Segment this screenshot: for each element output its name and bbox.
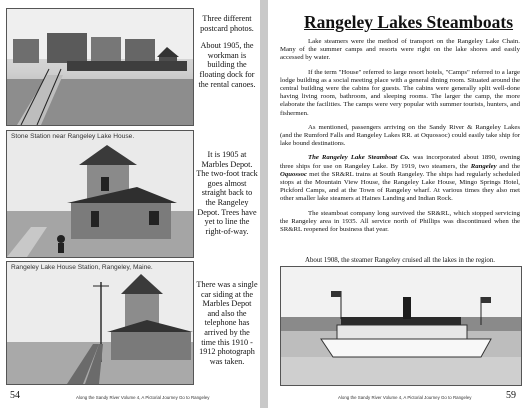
company-text-a: was incorporated about 1890, owning three ships for use on Rangeley Lake. By 1919, two steamers, the — [280, 154, 520, 170]
article-body — [280, 38, 520, 240]
company-name: The Rangeley Lake Steamboat Co. — [308, 154, 410, 162]
ship-name-oquossoc: Oquossoc — [280, 170, 308, 178]
page-title: Rangeley Lakes Steamboats — [304, 12, 514, 32]
footer-right: Along the Sandy River Volume 4, A Pictorial Journey Go to Rangeley — [338, 395, 472, 400]
note-marbles-depot: It is 1905 at Marbles Depot. The two-foot track goes almost straight back to the Rangeley Depot. Trees have yet to line the right-of-way. — [196, 150, 258, 236]
paragraph-survival: The steamboat company long survived the SR&RL, which stopped servicing the Rangeley area in 1935. All service north of Phillips was discontinued when the SR&RL reopened for business that year. — [280, 209, 520, 234]
company-text-b: and the — [496, 162, 520, 170]
paragraph-passengers: As mentioned, passengers arriving on the Sandy River & Rangeley Lakes (and the Rumford Falls and Rangeley Lakes RR. at Oquossoc) could easily take ship for lake bound destinations. — [280, 123, 520, 148]
photo-caption-lake-house-station: Rangeley Lake House Station, Rangeley, Maine. — [11, 264, 153, 271]
side-notes-bottom — [196, 280, 258, 374]
postcard-photo-lake-house-station — [6, 261, 194, 385]
company-text-c: met the SR&RL trains at South Rangeley. The ships had regularly scheduled stops at the Mountain View House, the Rangeley Lake House, Mingo Springs Hotel, Pickford Camps, and at the Town of Rangeley wharf. At various times they also met other smaller lake steamers at Haines Landing and Indian Rock. — [280, 170, 520, 203]
paragraph-steamboat-company — [280, 154, 520, 203]
postcard-photo-stone-station — [6, 130, 194, 258]
left-page — [0, 0, 260, 408]
right-page — [268, 0, 528, 408]
page-number-left: 54 — [10, 390, 20, 401]
paragraph-lake-transport: Lake steamers were the method of transport on the Rangeley Lake Chain. Many of the summer camps and resorts were right on the lake shores and easily accessed by water. — [280, 38, 520, 62]
ship-name-rangeley: Rangeley — [470, 162, 497, 170]
footer-left: Along the Sandy River Volume 4, A Pictorial Journey Go to Rangeley — [76, 395, 210, 400]
note-single-car-siding: There was a single car siding at the Marbles Depot and also the telephone has arrived by the time this 1910 - 1912 photograph was taken. — [196, 280, 258, 366]
steamer-photo-caption: About 1908, the steamer Rangeley cruised all the lakes in the region. — [304, 257, 495, 264]
page-number-right: 59 — [506, 390, 516, 401]
photo-caption-stone-station: Stone Station near Rangeley Lake House. — [11, 133, 135, 140]
paragraph-camps: If the term "House" referred to large resort hotels, "Camps" referred to a large lodge building as a social meeting place with a general dining room. Situated around the central building were the cabins for guests. The cabins were generally split well-done having living room, bathroom, and sleeping rooms. The larger the camp, the more elaborate the facilities. The camps were very popular with summer tourists, hunters, and fishermen. — [280, 68, 520, 117]
steamer-rangeley-photo — [280, 266, 522, 386]
note-floating-dock: About 1905, the workman is building the floating dock for the rental canoes. — [198, 41, 256, 89]
note-three-postcards: Three different postcard photos. — [200, 14, 254, 33]
postcard-photo-hotel-dock — [6, 8, 194, 126]
side-notes-middle — [196, 150, 258, 244]
side-notes-top — [196, 14, 258, 97]
